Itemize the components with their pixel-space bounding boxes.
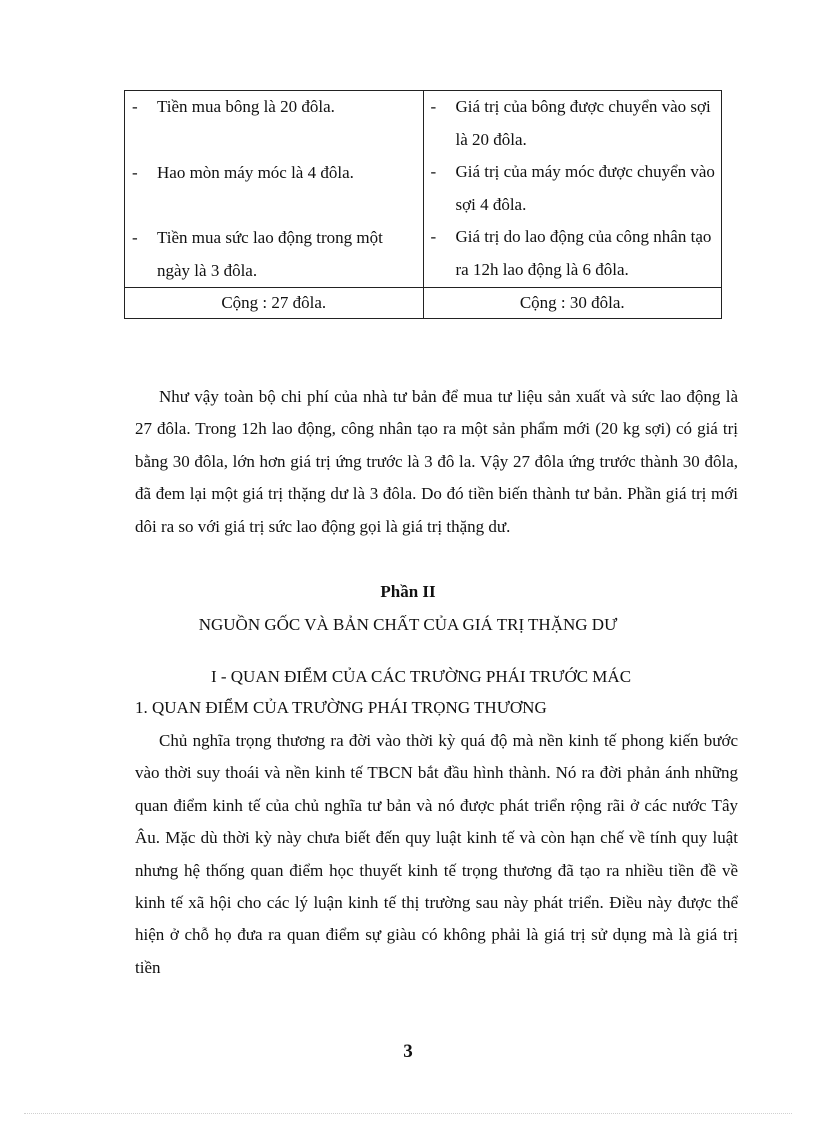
value-item-text: Giá trị của máy móc được chuyển vào sợi 4 đôla. <box>455 162 715 214</box>
cost-item <box>125 157 423 190</box>
table-total-row <box>125 288 722 319</box>
value-item <box>424 91 722 156</box>
value-item-text: Giá trị của bông được chuyển vào sợi là 20 đôla. <box>455 97 711 149</box>
paragraph-text: Chủ nghĩa trọng thương ra đời vào thời kỳ quá độ mà nền kinh tế phong kiến bước vào thời suy thoái và nền kinh tế TBCN bắt đầu hình thành. Nó ra đời phản ánh những quan điểm kinh tế của chủ nghĩa tư bản và nó được phát triển rộng rãi ở các nước Tây Âu. Mặc dù thời kỳ này chưa biết đến quy luật kinh tế và còn hạn chế về tính quy luật nhưng hệ thống quan điểm học thuyết kinh tế trọng thương đã tạo ra nhiều tiền đề về kinh tế xã hội cho các lý luận kinh tế thị trường sau này phát triển. Điều này được thể hiện ở chỗ họ đưa ra quan điểm sự giàu có không phải là giá trị sử dụng mà là giá trị tiền <box>135 731 738 977</box>
cost-column <box>125 91 424 288</box>
bullet-dash: - <box>132 97 138 116</box>
page-number: 3 <box>403 1041 413 1062</box>
cost-total: Cộng : 27 đôla. <box>125 288 424 319</box>
value-column <box>423 91 722 288</box>
value-item-text: Giá trị do lao động của công nhân tạo ra 12h lao động là 6 đôla. <box>455 227 712 279</box>
part-heading: Phần II <box>380 582 436 601</box>
table-row <box>125 91 722 288</box>
cost-item-text: Hao mòn máy móc là 4 đôla. <box>157 162 354 182</box>
subsection-heading: 1. QUAN ĐIỂM CỦA TRƯỜNG PHÁI TRỌNG THƯƠNG <box>135 698 547 717</box>
part-title: NGUỒN GỐC VÀ BẢN CHẤT CỦA GIÁ TRỊ THẶNG DƯ <box>198 615 618 634</box>
bullet-dash: - <box>430 227 437 246</box>
bullet-dash: - <box>430 97 437 116</box>
cost-item-text: Tiền mua bông là 20 đôla. <box>157 97 335 116</box>
value-item <box>424 156 722 221</box>
cost-value-table <box>124 90 722 319</box>
paragraph-surplus-explanation <box>135 381 738 543</box>
cost-item <box>125 91 423 124</box>
bullet-dash: - <box>430 162 437 181</box>
value-total: Cộng : 30 đôla. <box>423 288 722 319</box>
section-heading: I - QUAN ĐIỂM CỦA CÁC TRƯỜNG PHÁI TRƯỚC MÁC <box>210 667 632 686</box>
bullet-dash: - <box>132 228 138 247</box>
paragraph-mercantilism <box>135 725 738 984</box>
value-item <box>424 221 722 286</box>
paragraph-text: Như vậy toàn bộ chi phí của nhà tư bản để mua tư liệu sản xuất và sức lao động là 27 đôla. Trong 12h lao động, công nhân tạo ra một sản phẩm mới (20 kg sợi) có giá trị bằng 30 đôla, lớn hơn giá trị ứng trước là 3 đô la. Vậy 27 đôla ứng trước thành 30 đôla, đã đem lại một giá trị thặng dư là 3 đôla. Do đó tiền biến thành tư bản. Phần giá trị mới dôi ra so với giá trị sức lao động gọi là giá trị thặng dư. <box>135 387 738 536</box>
bullet-dash: - <box>132 162 138 182</box>
cost-item-text: Tiền mua sức lao động trong một ngày là 3 đôla. <box>157 228 383 280</box>
cost-item <box>125 222 423 287</box>
page-bottom-rule <box>24 1113 792 1114</box>
